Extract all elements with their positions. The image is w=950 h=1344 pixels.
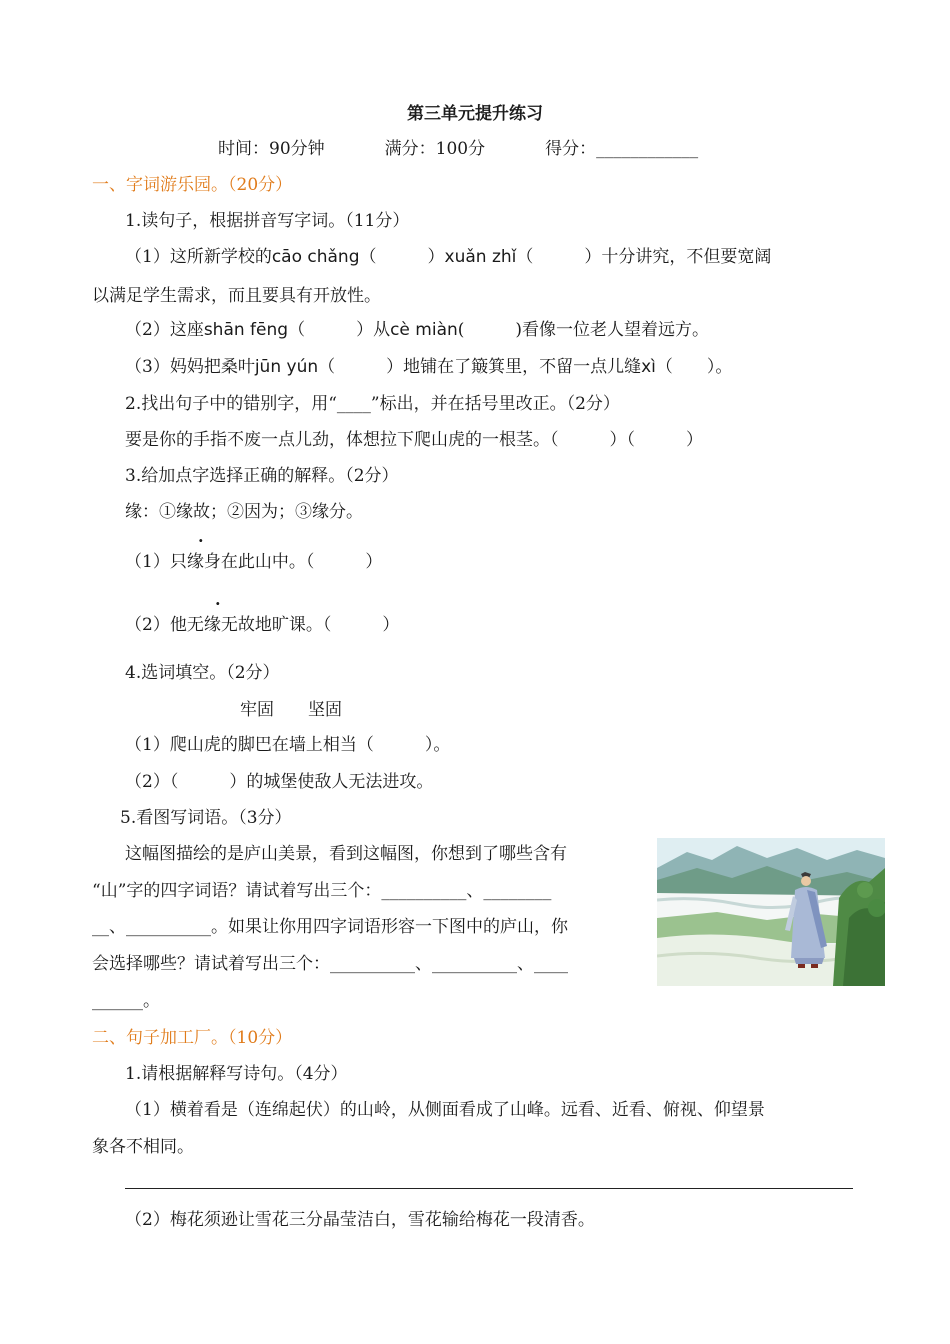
q1-s2: （2）这座shān fēng（ ）从cè miàn( )看像一位老人望着远方。: [125, 320, 710, 340]
lushan-illustration: [657, 838, 885, 986]
emphasis-dot: ·: [215, 594, 221, 613]
page-title: 第三单元提升练习: [407, 104, 543, 124]
q3-s2: （2）他无缘无故地旷课。（ ）: [125, 615, 400, 635]
pinyin-junyun: jūn yún: [254, 357, 319, 377]
q5-para-line3: __、__________。如果让你用四字词语形容一下图中的庐山，你: [92, 917, 568, 937]
section1-heading: 一、字词游乐园。（20分）: [92, 175, 293, 195]
pinyin-caochang: cāo chǎng: [271, 247, 360, 267]
full-score: 满分：100分: [384, 139, 486, 159]
q5-para-line5: ______。: [92, 991, 160, 1011]
q2-stem: 2.找出句子中的错别字，用“____”标出，并在括号里改正。（2分）: [125, 394, 620, 414]
q5-para-line1: 这幅图描绘的是庐山美景，看到这幅图，你想到了哪些含有: [125, 844, 567, 864]
q4-stem: 4.选词填空。（2分）: [125, 663, 280, 683]
q3-options: 缘：①缘故；②因为；③缘分。: [125, 502, 363, 522]
q1-s3: （3）妈妈把桑叶jūn yún（ ）地铺在了簸箕里，不留一点儿缝xì（ ）。: [125, 357, 733, 377]
q5-para-line2: “山”字的四字词语？请试着写出三个：__________、________: [92, 881, 552, 901]
q2-sentence: 要是你的手指不废一点儿劲，体想拉下爬山虎的一根茎。（ ）（ ）: [125, 430, 703, 450]
pinyin-cemian: cè miàn: [390, 320, 458, 340]
q5-stem: 5.看图写词语。（3分）: [120, 808, 292, 828]
q4-s2: （2）（ ）的城堡使敌人无法进攻。: [125, 772, 434, 792]
exam-meta: [218, 137, 698, 161]
q3-s1: （1）只缘身在此山中。（ ）: [125, 552, 383, 572]
q4-s1: （1）爬山虎的脚巴在墙上相当（ ）。: [125, 735, 451, 755]
s2-q1-s2: （2）梅花须逊让雪花三分晶莹洁白，雪花输给梅花一段清香。: [125, 1210, 595, 1230]
q1-s1-line2: 以满足学生需求，而且要具有开放性。: [92, 286, 381, 306]
q1-stem: 1.读句子，根据拼音写字词。（11分）: [125, 211, 410, 231]
pinyin-xi: xì: [641, 357, 656, 377]
emphasis-dot: ·: [198, 531, 204, 550]
s2-q1-stem: 1.请根据解释写诗句。（4分）: [125, 1064, 348, 1084]
pinyin-xuanzhi: xuǎn zhǐ: [444, 247, 517, 267]
q5-para-line4: 会选择哪些？请试着写出三个：__________、__________、____: [92, 954, 568, 974]
answer-line: [125, 1188, 853, 1189]
q3-stem: 3.给加点字选择正确的解释。（2分）: [125, 466, 399, 486]
section2-heading: 二、句子加工厂。（10分）: [92, 1028, 293, 1048]
time-limit: 时间：90分钟: [218, 139, 325, 159]
q1-s1-line1: （1）这所新学校的cāo chǎng（ ）xuǎn zhǐ（ ）十分讲究，不但要宽阔: [125, 247, 772, 267]
pinyin-shanfeng: shān fēng: [203, 320, 289, 340]
s2-q1-s1-line2: 象各不相同。: [92, 1137, 194, 1157]
q4-word-options: 牢固 坚固: [240, 700, 342, 720]
s2-q1-s1-line1: （1）横着看是（连绵起伏）的山岭，从侧面看成了山峰。远看、近看、俯视、仰望景: [125, 1100, 765, 1120]
score-blank: 得分：____________: [545, 139, 699, 159]
